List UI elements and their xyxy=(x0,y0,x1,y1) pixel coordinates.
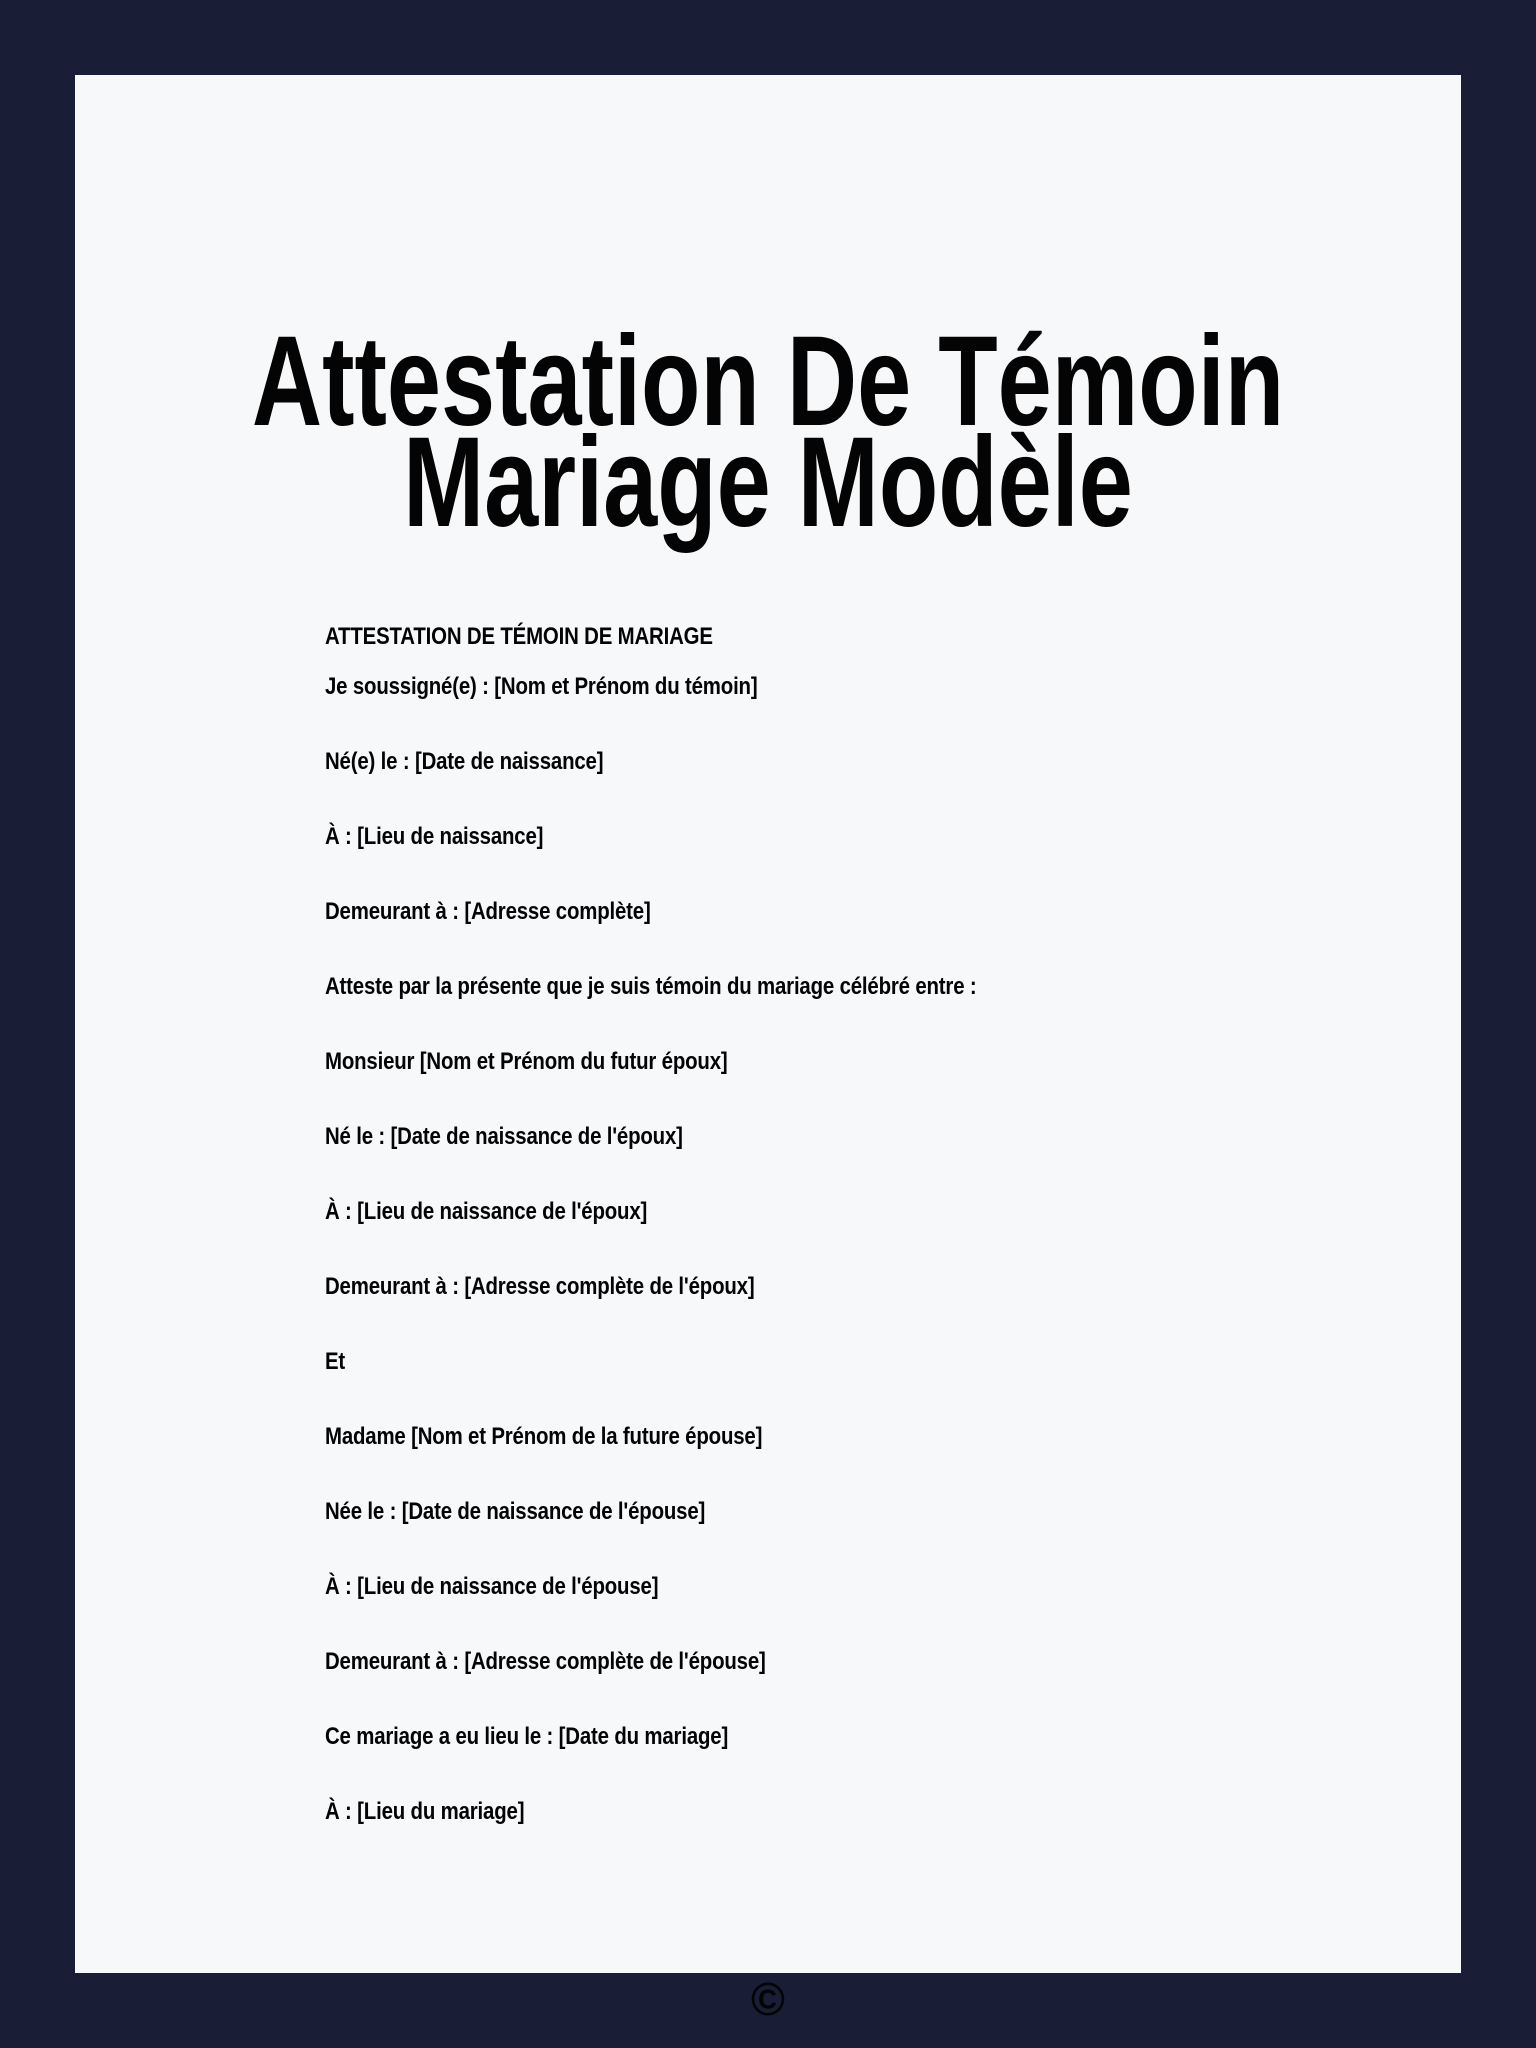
document-paragraph: Madame [Nom et Prénom de la future épouse] xyxy=(325,1423,763,1450)
document-paragraph: À : [Lieu du mariage] xyxy=(325,1798,525,1825)
document-paragraph: Atteste par la présente que je suis témoin du mariage célébré entre : xyxy=(325,973,977,1000)
page-title-line2: Mariage Modèle xyxy=(403,411,1133,554)
page-title xyxy=(241,310,1294,554)
document-paragraph: Monsieur [Nom et Prénom du futur époux] xyxy=(325,1048,728,1075)
document-paragraph: Née le : [Date de naissance de l'épouse] xyxy=(325,1498,706,1525)
document-paragraph: À : [Lieu de naissance de l'époux] xyxy=(325,1198,648,1225)
document-paragraph: Né le : [Date de naissance de l'époux] xyxy=(325,1123,683,1150)
document-paragraph: Demeurant à : [Adresse complète] xyxy=(325,898,651,925)
document-paragraph: À : [Lieu de naissance de l'épouse] xyxy=(325,1573,659,1600)
document-paragraph: Ce mariage a eu lieu le : [Date du mariage] xyxy=(325,1723,729,1750)
document-paragraph: ATTESTATION DE TÉMOIN DE MARIAGE xyxy=(325,623,713,650)
page-title-line1: Attestation De Témoin xyxy=(251,310,1285,453)
document-paragraph: Demeurant à : [Adresse complète de l'époux] xyxy=(325,1273,755,1300)
document-paragraph: À : [Lieu de naissance] xyxy=(325,823,544,850)
document-page xyxy=(75,75,1461,2025)
copyright-icon: © xyxy=(751,1973,785,2025)
document-paragraph: Et xyxy=(325,1348,346,1375)
document-paragraph: Je soussigné(e) : [Nom et Prénom du témoin] xyxy=(325,673,758,700)
document-paragraph: Demeurant à : [Adresse complète de l'épouse] xyxy=(325,1648,766,1675)
document-body xyxy=(325,623,1401,1873)
document-paragraph: Né(e) le : [Date de naissance] xyxy=(325,748,604,775)
